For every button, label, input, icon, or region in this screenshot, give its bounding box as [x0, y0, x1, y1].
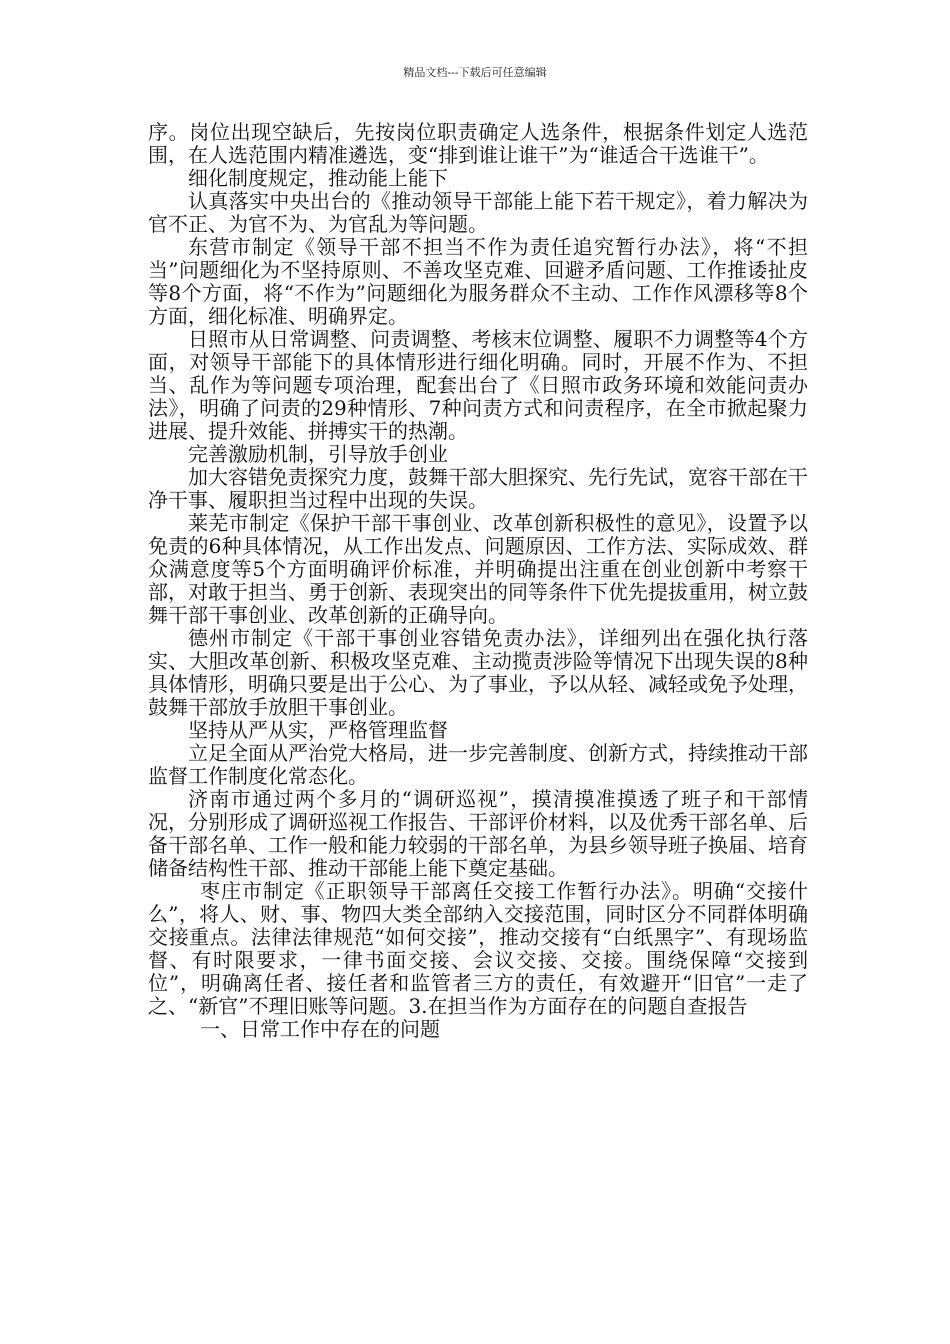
- paragraph: 枣庄市制定《正职领导干部离任交接工作暂行办法》。明确“交接什么”，将人、财、事、物四大类全部纳入交接范围，同时区分不同群体明确交接重点。法律法律规范“如何交接”，推动交接有“白纸黑字”、有现场监督、有时限要求，一律书面交接、会议交接、交接。围绕保障“交接到位”，明确离任者、接任者和监管者三方的责任，有效避开“旧官”一走了之、“新官”不理旧账等问题。3.在担当作为方面存在的问题自查报告: [148, 879, 808, 1018]
- paragraph: 东营市制定《领导干部不担当不作为责任追究暂行办法》，将“不担当”问题细化为不坚持原则、不善攻坚克难、回避矛盾问题、工作推诿扯皮等8个方面，将“不作为”问题细化为服务群众不主动、工作作风漂移等8个方面，细化标准、明确界定。: [148, 235, 808, 328]
- section-heading-supervision: 坚持从严从实，严格管理监督: [188, 718, 448, 742]
- paragraph: 济南市通过两个多月的“调研巡视”，摸清摸准摸透了班子和干部情况，分别形成了调研巡视工作报告、干部评价材料，以及优秀干部名单、后备干部名单、工作一般和能力较弱的干部名单，为县乡领导班子换届、培育储备结构性干部、推动干部能上能下奠定基础。: [148, 787, 808, 880]
- page-header: 精品文档---下载后可任意编辑: [403, 66, 547, 79]
- paragraph-continuation: 序。岗位出现空缺后，先按岗位职责确定人选条件，根据条件划定人选范围，在人选范围内精准遴选，变“排到谁让谁干”为“谁适合干选谁干”。: [148, 120, 808, 167]
- paragraph: 立足全面从严治党大格局，进一步完善制度、创新方式，持续推动干部监督工作制度化常态化。: [148, 741, 808, 788]
- section-heading-ability: 细化制度规定，推动能上能下: [188, 166, 448, 190]
- paragraph: 日照市从日常调整、问责调整、考核末位调整、履职不力调整等4个方面，对领导干部能下的具体情形进行细化明确。同时，开展不作为、不担当、乱作为等问题专项治理，配套出台了《日照市政务环境和效能问责办法》，明确了问责的29种情形、7种问责方式和问责程序，在全市掀起聚力进展、提升效能、拼搏实干的热潮。: [148, 327, 808, 443]
- section-heading-incentive: 完善激励机制，引导放手创业: [188, 442, 448, 466]
- paragraph: 莱芜市制定《保护干部干事创业、改革创新积极性的意见》，设置予以免责的6种具体情况，从工作出发点、问题原因、工作方法、实际成效、群众满意度等5个方面明确评价标准，并明确提出注重在创业创新中考察干部，对敢于担当、勇于创新、表现突出的同等条件下优先提拔重用，树立鼓舞干部干事创业、改革创新的正确导向。: [148, 511, 808, 627]
- section-heading-daily-work: 一、日常工作中存在的问题: [200, 1017, 440, 1041]
- paragraph: 认真落实中央出台的《推动领导干部能上能下若干规定》，着力解决为官不正、为官不为、为官乱为等问题。: [148, 189, 808, 236]
- paragraph: 加大容错免责探究力度，鼓舞干部大胆探究、先行先试，宽容干部在干净干事、履职担当过程中出现的失误。: [148, 465, 808, 512]
- paragraph: 德州市制定《干部干事创业容错免责办法》，详细列出在强化执行落实、大胆改革创新、积极攻坚克难、主动揽责涉险等情况下出现失误的8种具体情形，明确只要是出于公心、为了事业，予以从轻、减轻或免予处理，鼓舞干部放手放胆干事创业。: [148, 626, 808, 719]
- document-body: [148, 121, 808, 1041]
